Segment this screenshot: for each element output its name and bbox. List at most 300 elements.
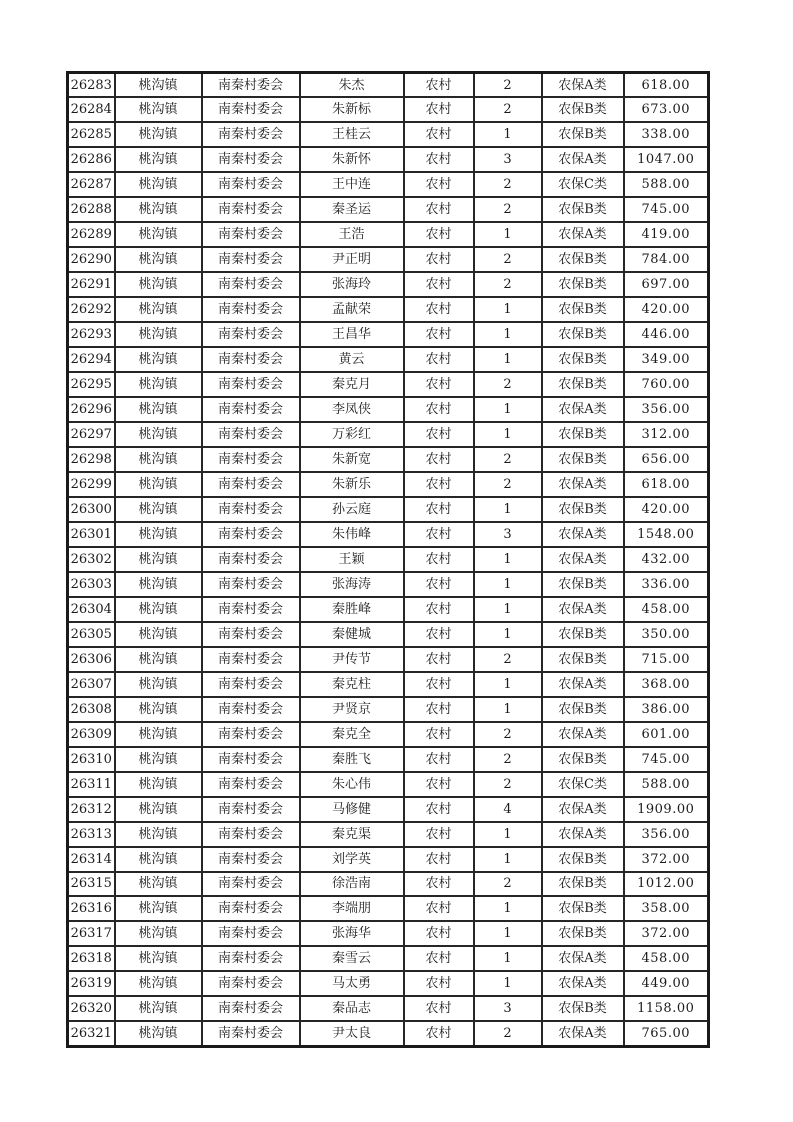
table-cell-residence: 农村	[404, 372, 474, 397]
table-row	[68, 772, 709, 797]
table-cell-town: 桃沟镇	[115, 497, 202, 522]
table-cell-village: 南秦村委会	[202, 996, 300, 1021]
table-cell-category: 农保C类	[542, 772, 624, 797]
table-cell-category: 农保A类	[542, 971, 624, 996]
table-cell-town: 桃沟镇	[115, 197, 202, 222]
table-cell-village: 南秦村委会	[202, 797, 300, 822]
table-cell-count: 2	[474, 772, 542, 797]
table-cell-residence: 农村	[404, 497, 474, 522]
table-cell-amount: 356.00	[624, 397, 709, 422]
table-cell-amount: 356.00	[624, 822, 709, 847]
table-cell-town: 桃沟镇	[115, 722, 202, 747]
table-cell-count: 3	[474, 996, 542, 1021]
table-cell-town: 桃沟镇	[115, 772, 202, 797]
table-cell-town: 桃沟镇	[115, 97, 202, 122]
table-row	[68, 172, 709, 197]
table-cell-id: 26317	[68, 921, 115, 946]
table-cell-category: 农保B类	[542, 372, 624, 397]
table-cell-category: 农保B类	[542, 247, 624, 272]
table-cell-id: 26318	[68, 946, 115, 971]
table-cell-amount: 372.00	[624, 847, 709, 872]
table-cell-name: 秦克渠	[300, 822, 404, 847]
table-cell-town: 桃沟镇	[115, 971, 202, 996]
table-cell-count: 1	[474, 322, 542, 347]
table-cell-village: 南秦村委会	[202, 971, 300, 996]
table-cell-count: 2	[474, 472, 542, 497]
table-cell-category: 农保B类	[542, 272, 624, 297]
table-cell-village: 南秦村委会	[202, 772, 300, 797]
table-cell-amount: 338.00	[624, 122, 709, 147]
table-cell-count: 2	[474, 1021, 542, 1046]
table-row	[68, 97, 709, 122]
table-cell-amount: 618.00	[624, 472, 709, 497]
table-cell-residence: 农村	[404, 971, 474, 996]
table-cell-count: 1	[474, 547, 542, 572]
table-cell-category: 农保B类	[542, 297, 624, 322]
table-cell-count: 1	[474, 971, 542, 996]
table-cell-id: 26304	[68, 597, 115, 622]
table-cell-amount: 588.00	[624, 772, 709, 797]
table-cell-id: 26291	[68, 272, 115, 297]
table-cell-category: 农保A类	[542, 222, 624, 247]
table-cell-village: 南秦村委会	[202, 222, 300, 247]
table-cell-id: 26321	[68, 1021, 115, 1046]
table-cell-id: 26290	[68, 247, 115, 272]
table-cell-name: 朱新宽	[300, 447, 404, 472]
table-cell-village: 南秦村委会	[202, 247, 300, 272]
table-cell-count: 1	[474, 946, 542, 971]
table-cell-amount: 618.00	[624, 73, 709, 98]
table-cell-count: 1	[474, 597, 542, 622]
table-cell-category: 农保B类	[542, 497, 624, 522]
table-cell-id: 26300	[68, 497, 115, 522]
table-cell-amount: 697.00	[624, 272, 709, 297]
table-cell-village: 南秦村委会	[202, 472, 300, 497]
table-cell-amount: 420.00	[624, 297, 709, 322]
table-cell-residence: 农村	[404, 73, 474, 98]
table-cell-name: 秦雪云	[300, 946, 404, 971]
table-cell-count: 2	[474, 647, 542, 672]
table-cell-town: 桃沟镇	[115, 372, 202, 397]
table-cell-residence: 农村	[404, 247, 474, 272]
table-cell-id: 26310	[68, 747, 115, 772]
table-cell-id: 26301	[68, 522, 115, 547]
table-cell-residence: 农村	[404, 447, 474, 472]
table-cell-category: 农保B类	[542, 622, 624, 647]
table-cell-village: 南秦村委会	[202, 147, 300, 172]
table-row	[68, 397, 709, 422]
table-cell-village: 南秦村委会	[202, 347, 300, 372]
table-cell-residence: 农村	[404, 472, 474, 497]
table-cell-town: 桃沟镇	[115, 1021, 202, 1046]
table-row	[68, 147, 709, 172]
table-cell-amount: 336.00	[624, 572, 709, 597]
table-row	[68, 971, 709, 996]
table-cell-count: 1	[474, 572, 542, 597]
table-cell-name: 徐浩南	[300, 872, 404, 897]
table-row	[68, 522, 709, 547]
table-cell-category: 农保A类	[542, 672, 624, 697]
table-cell-category: 农保B类	[542, 447, 624, 472]
table-cell-category: 农保B类	[542, 872, 624, 897]
table-cell-category: 农保B类	[542, 697, 624, 722]
table-cell-name: 王浩	[300, 222, 404, 247]
table-cell-category: 农保A类	[542, 472, 624, 497]
table-cell-village: 南秦村委会	[202, 372, 300, 397]
table-cell-town: 桃沟镇	[115, 522, 202, 547]
table-cell-count: 2	[474, 97, 542, 122]
table-cell-residence: 农村	[404, 572, 474, 597]
table-cell-amount: 760.00	[624, 372, 709, 397]
table-cell-town: 桃沟镇	[115, 172, 202, 197]
table-cell-count: 2	[474, 172, 542, 197]
table-cell-count: 4	[474, 797, 542, 822]
table-cell-amount: 349.00	[624, 347, 709, 372]
table-cell-count: 1	[474, 297, 542, 322]
table-cell-category: 农保B类	[542, 347, 624, 372]
table-cell-category: 农保B类	[542, 322, 624, 347]
table-cell-id: 26287	[68, 172, 115, 197]
table-cell-residence: 农村	[404, 872, 474, 897]
table-cell-count: 1	[474, 622, 542, 647]
table-cell-town: 桃沟镇	[115, 847, 202, 872]
table-row	[68, 921, 709, 946]
table-row	[68, 247, 709, 272]
table-cell-id: 26299	[68, 472, 115, 497]
table-cell-residence: 农村	[404, 896, 474, 921]
table-cell-residence: 农村	[404, 97, 474, 122]
table-cell-village: 南秦村委会	[202, 447, 300, 472]
table-cell-count: 2	[474, 872, 542, 897]
table-cell-category: 农保A类	[542, 522, 624, 547]
table-cell-name: 王中连	[300, 172, 404, 197]
table-cell-category: 农保A类	[542, 946, 624, 971]
table-cell-count: 1	[474, 847, 542, 872]
table-cell-residence: 农村	[404, 822, 474, 847]
table-cell-category: 农保C类	[542, 172, 624, 197]
table-row	[68, 597, 709, 622]
table-body	[68, 73, 709, 1047]
table-cell-residence: 农村	[404, 597, 474, 622]
table-cell-category: 农保A类	[542, 1021, 624, 1046]
table-cell-id: 26283	[68, 73, 115, 98]
table-cell-town: 桃沟镇	[115, 147, 202, 172]
table-row	[68, 896, 709, 921]
table-cell-residence: 农村	[404, 322, 474, 347]
table-cell-village: 南秦村委会	[202, 672, 300, 697]
table-cell-village: 南秦村委会	[202, 73, 300, 98]
table-cell-residence: 农村	[404, 747, 474, 772]
table-cell-amount: 358.00	[624, 896, 709, 921]
table-cell-name: 马修健	[300, 797, 404, 822]
table-cell-village: 南秦村委会	[202, 172, 300, 197]
table-row	[68, 222, 709, 247]
table-cell-village: 南秦村委会	[202, 647, 300, 672]
table-cell-village: 南秦村委会	[202, 497, 300, 522]
table-cell-id: 26320	[68, 996, 115, 1021]
table-cell-village: 南秦村委会	[202, 847, 300, 872]
table-cell-name: 尹正明	[300, 247, 404, 272]
table-row	[68, 422, 709, 447]
table-cell-category: 农保A类	[542, 547, 624, 572]
table-cell-id: 26314	[68, 847, 115, 872]
table-row	[68, 996, 709, 1021]
table-cell-category: 农保B类	[542, 572, 624, 597]
table-cell-town: 桃沟镇	[115, 272, 202, 297]
table-row	[68, 447, 709, 472]
table-cell-residence: 农村	[404, 522, 474, 547]
table-cell-category: 农保A类	[542, 73, 624, 98]
table-cell-village: 南秦村委会	[202, 896, 300, 921]
table-cell-amount: 449.00	[624, 971, 709, 996]
table-cell-id: 26297	[68, 422, 115, 447]
table-cell-category: 农保A类	[542, 147, 624, 172]
table-cell-id: 26305	[68, 622, 115, 647]
table-row	[68, 347, 709, 372]
table-cell-amount: 458.00	[624, 597, 709, 622]
table-cell-amount: 419.00	[624, 222, 709, 247]
table-cell-name: 秦克全	[300, 722, 404, 747]
table-cell-amount: 784.00	[624, 247, 709, 272]
table-cell-amount: 368.00	[624, 672, 709, 697]
table-cell-village: 南秦村委会	[202, 622, 300, 647]
table-cell-id: 26292	[68, 297, 115, 322]
table-row	[68, 697, 709, 722]
payment-table-container	[66, 71, 710, 1048]
table-cell-amount: 588.00	[624, 172, 709, 197]
table-row	[68, 322, 709, 347]
table-cell-name: 马太勇	[300, 971, 404, 996]
table-cell-count: 1	[474, 122, 542, 147]
table-cell-village: 南秦村委会	[202, 97, 300, 122]
table-cell-name: 王桂云	[300, 122, 404, 147]
table-cell-town: 桃沟镇	[115, 946, 202, 971]
table-cell-amount: 715.00	[624, 647, 709, 672]
table-cell-count: 2	[474, 247, 542, 272]
table-cell-town: 桃沟镇	[115, 597, 202, 622]
payment-table	[66, 71, 710, 1048]
table-cell-category: 农保B类	[542, 97, 624, 122]
table-cell-category: 农保A类	[542, 597, 624, 622]
table-cell-amount: 745.00	[624, 747, 709, 772]
table-cell-id: 26295	[68, 372, 115, 397]
table-cell-town: 桃沟镇	[115, 347, 202, 372]
table-cell-name: 孙云庭	[300, 497, 404, 522]
table-cell-name: 秦胜飞	[300, 747, 404, 772]
table-cell-town: 桃沟镇	[115, 247, 202, 272]
table-cell-town: 桃沟镇	[115, 822, 202, 847]
table-cell-residence: 农村	[404, 397, 474, 422]
table-cell-village: 南秦村委会	[202, 722, 300, 747]
table-cell-residence: 农村	[404, 547, 474, 572]
table-cell-town: 桃沟镇	[115, 472, 202, 497]
table-cell-name: 黄云	[300, 347, 404, 372]
table-row	[68, 722, 709, 747]
table-cell-id: 26315	[68, 872, 115, 897]
table-cell-residence: 农村	[404, 722, 474, 747]
table-cell-count: 1	[474, 672, 542, 697]
table-cell-town: 桃沟镇	[115, 697, 202, 722]
table-cell-name: 朱新怀	[300, 147, 404, 172]
table-cell-name: 尹太良	[300, 1021, 404, 1046]
table-cell-residence: 农村	[404, 847, 474, 872]
table-cell-amount: 656.00	[624, 447, 709, 472]
table-cell-village: 南秦村委会	[202, 747, 300, 772]
table-cell-amount: 420.00	[624, 497, 709, 522]
table-cell-count: 2	[474, 372, 542, 397]
table-cell-town: 桃沟镇	[115, 672, 202, 697]
table-cell-category: 农保B类	[542, 197, 624, 222]
table-cell-village: 南秦村委会	[202, 572, 300, 597]
table-cell-town: 桃沟镇	[115, 397, 202, 422]
table-cell-category: 农保A类	[542, 722, 624, 747]
table-cell-count: 1	[474, 896, 542, 921]
table-cell-category: 农保B类	[542, 921, 624, 946]
table-cell-name: 王颖	[300, 547, 404, 572]
table-cell-count: 2	[474, 272, 542, 297]
table-cell-residence: 农村	[404, 996, 474, 1021]
table-cell-count: 1	[474, 222, 542, 247]
table-cell-name: 朱新乐	[300, 472, 404, 497]
table-row	[68, 547, 709, 572]
table-row	[68, 572, 709, 597]
table-cell-village: 南秦村委会	[202, 197, 300, 222]
table-cell-town: 桃沟镇	[115, 572, 202, 597]
table-cell-count: 2	[474, 447, 542, 472]
table-row	[68, 272, 709, 297]
table-cell-residence: 农村	[404, 222, 474, 247]
table-cell-residence: 农村	[404, 297, 474, 322]
table-cell-residence: 农村	[404, 772, 474, 797]
table-cell-residence: 农村	[404, 122, 474, 147]
table-cell-village: 南秦村委会	[202, 822, 300, 847]
table-cell-residence: 农村	[404, 1021, 474, 1046]
table-cell-town: 桃沟镇	[115, 297, 202, 322]
table-cell-count: 2	[474, 73, 542, 98]
table-cell-amount: 1047.00	[624, 147, 709, 172]
table-cell-residence: 农村	[404, 622, 474, 647]
table-cell-town: 桃沟镇	[115, 622, 202, 647]
table-cell-id: 26284	[68, 97, 115, 122]
table-cell-village: 南秦村委会	[202, 547, 300, 572]
table-cell-id: 26312	[68, 797, 115, 822]
table-row	[68, 747, 709, 772]
table-cell-id: 26311	[68, 772, 115, 797]
table-cell-count: 2	[474, 197, 542, 222]
table-row	[68, 1021, 709, 1046]
table-cell-id: 26313	[68, 822, 115, 847]
table-cell-village: 南秦村委会	[202, 597, 300, 622]
table-cell-amount: 1158.00	[624, 996, 709, 1021]
table-cell-name: 张海涛	[300, 572, 404, 597]
table-cell-village: 南秦村委会	[202, 872, 300, 897]
table-cell-village: 南秦村委会	[202, 422, 300, 447]
table-cell-id: 26296	[68, 397, 115, 422]
table-cell-town: 桃沟镇	[115, 547, 202, 572]
table-cell-count: 1	[474, 822, 542, 847]
table-cell-name: 张海玲	[300, 272, 404, 297]
table-cell-count: 2	[474, 722, 542, 747]
table-row	[68, 297, 709, 322]
table-cell-name: 朱伟峰	[300, 522, 404, 547]
table-cell-amount: 673.00	[624, 97, 709, 122]
table-cell-village: 南秦村委会	[202, 946, 300, 971]
table-cell-residence: 农村	[404, 197, 474, 222]
table-cell-amount: 446.00	[624, 322, 709, 347]
table-cell-name: 李凤侠	[300, 397, 404, 422]
table-cell-amount: 312.00	[624, 422, 709, 447]
table-cell-residence: 农村	[404, 672, 474, 697]
table-cell-count: 3	[474, 147, 542, 172]
table-cell-residence: 农村	[404, 272, 474, 297]
table-cell-name: 秦胜峰	[300, 597, 404, 622]
table-cell-amount: 386.00	[624, 697, 709, 722]
table-cell-amount: 372.00	[624, 921, 709, 946]
table-cell-name: 朱心伟	[300, 772, 404, 797]
table-cell-name: 秦健城	[300, 622, 404, 647]
table-cell-category: 农保A类	[542, 797, 624, 822]
table-cell-village: 南秦村委会	[202, 272, 300, 297]
table-cell-town: 桃沟镇	[115, 921, 202, 946]
table-cell-category: 农保B类	[542, 896, 624, 921]
table-cell-residence: 农村	[404, 347, 474, 372]
table-cell-id: 26316	[68, 896, 115, 921]
table-cell-residence: 农村	[404, 422, 474, 447]
table-cell-amount: 1548.00	[624, 522, 709, 547]
table-cell-count: 1	[474, 422, 542, 447]
table-row	[68, 497, 709, 522]
table-cell-category: 农保B类	[542, 847, 624, 872]
table-row	[68, 797, 709, 822]
table-cell-town: 桃沟镇	[115, 647, 202, 672]
table-cell-name: 秦克月	[300, 372, 404, 397]
table-cell-count: 2	[474, 747, 542, 772]
table-cell-town: 桃沟镇	[115, 996, 202, 1021]
table-cell-id: 26302	[68, 547, 115, 572]
table-cell-residence: 农村	[404, 797, 474, 822]
table-row	[68, 472, 709, 497]
table-cell-amount: 1012.00	[624, 872, 709, 897]
table-cell-name: 朱杰	[300, 73, 404, 98]
table-cell-category: 农保A类	[542, 397, 624, 422]
table-cell-count: 1	[474, 397, 542, 422]
table-cell-town: 桃沟镇	[115, 73, 202, 98]
table-cell-residence: 农村	[404, 697, 474, 722]
table-cell-id: 26306	[68, 647, 115, 672]
table-cell-name: 秦克柱	[300, 672, 404, 697]
table-cell-residence: 农村	[404, 946, 474, 971]
table-cell-village: 南秦村委会	[202, 921, 300, 946]
table-cell-count: 1	[474, 497, 542, 522]
table-row	[68, 672, 709, 697]
table-cell-name: 秦圣运	[300, 197, 404, 222]
table-cell-village: 南秦村委会	[202, 397, 300, 422]
table-cell-id: 26307	[68, 672, 115, 697]
table-row	[68, 372, 709, 397]
table-cell-town: 桃沟镇	[115, 122, 202, 147]
table-cell-category: 农保B类	[542, 422, 624, 447]
table-cell-id: 26286	[68, 147, 115, 172]
table-cell-id: 26294	[68, 347, 115, 372]
table-cell-town: 桃沟镇	[115, 222, 202, 247]
table-cell-category: 农保A类	[542, 822, 624, 847]
table-cell-name: 尹传节	[300, 647, 404, 672]
table-cell-village: 南秦村委会	[202, 322, 300, 347]
table-cell-amount: 1909.00	[624, 797, 709, 822]
table-cell-id: 26288	[68, 197, 115, 222]
table-cell-count: 1	[474, 347, 542, 372]
table-cell-category: 农保B类	[542, 122, 624, 147]
